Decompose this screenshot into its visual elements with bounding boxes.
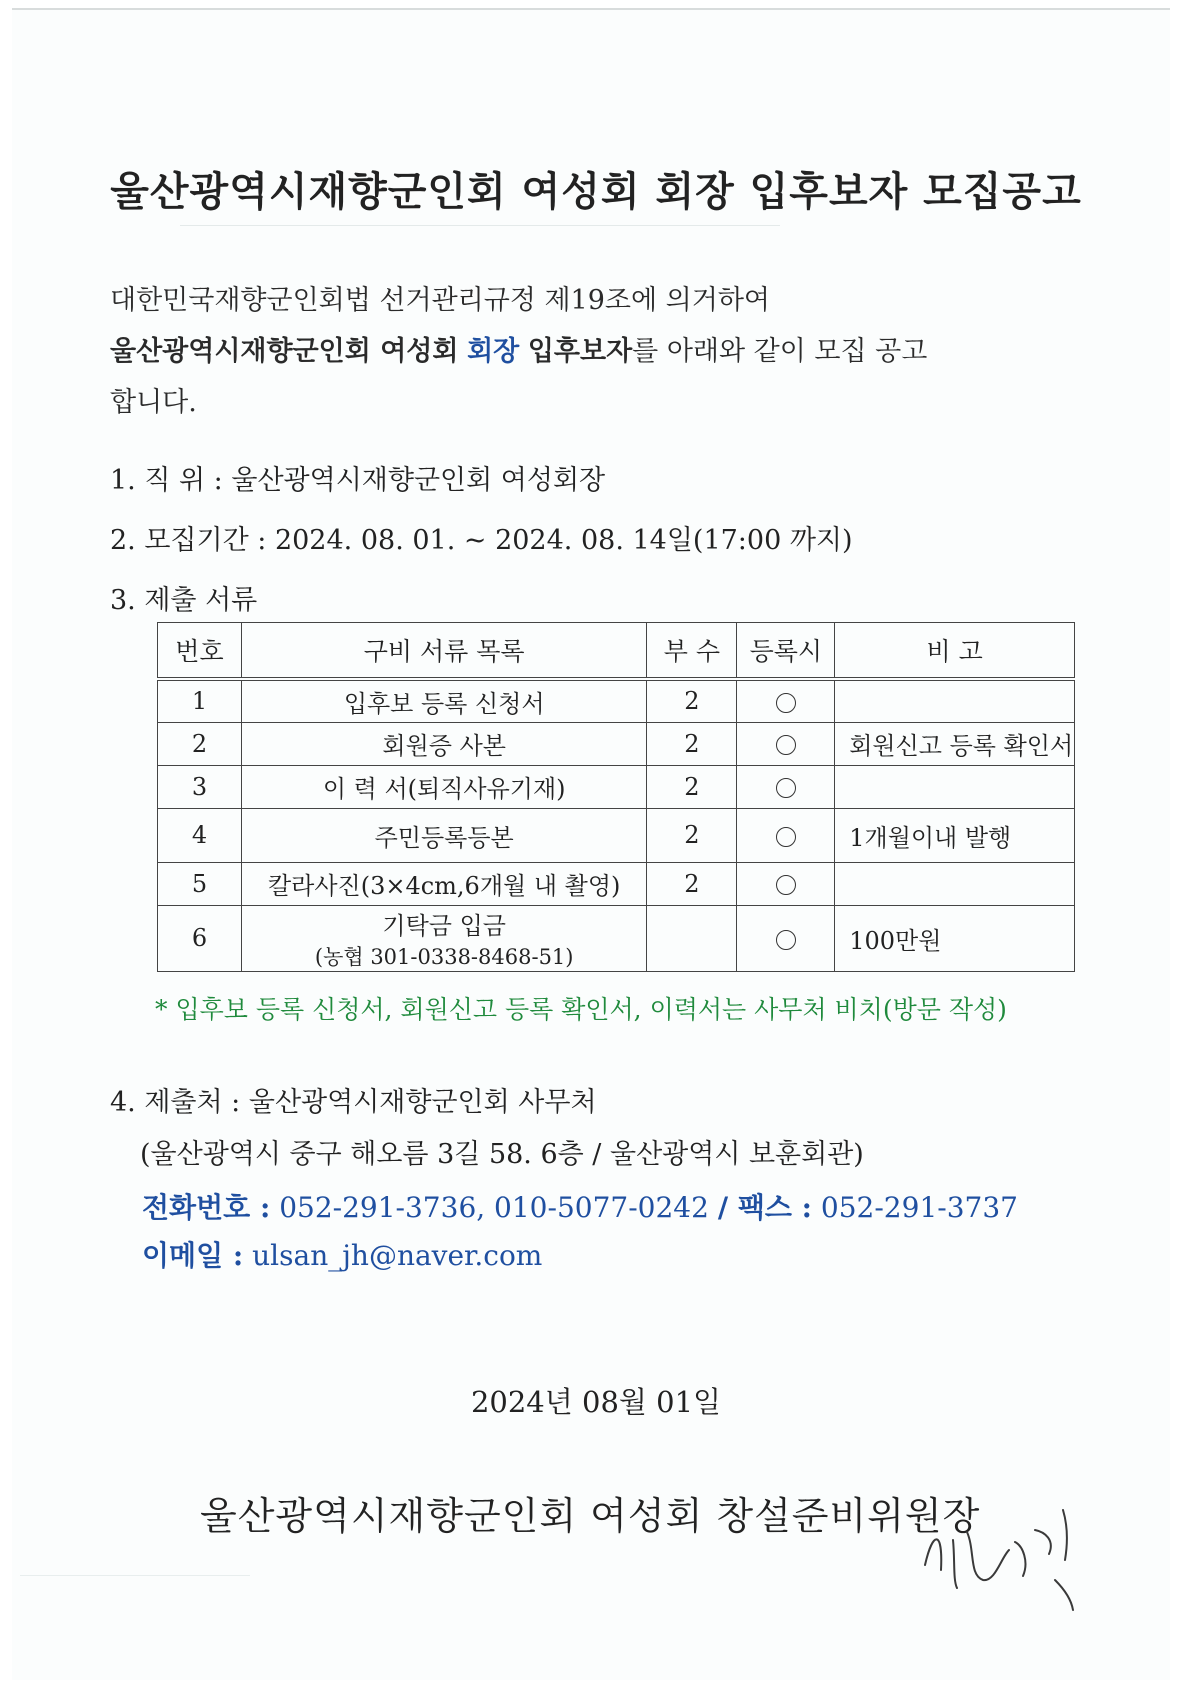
row-mark bbox=[737, 765, 835, 808]
row-no: 2 bbox=[158, 722, 242, 765]
circle-mark-icon bbox=[776, 693, 796, 713]
row-doc: 입후보 등록 신청서 bbox=[241, 679, 647, 722]
item-period bbox=[110, 518, 853, 557]
table-row bbox=[158, 862, 1075, 905]
row-doc bbox=[241, 905, 647, 971]
row-mark bbox=[737, 862, 835, 905]
submit-label: 4. 제출처 : bbox=[110, 1087, 241, 1118]
item-period-label: 2. 모집기간 : bbox=[110, 525, 267, 556]
row-doc: 이 력 서(퇴직사유기재) bbox=[241, 765, 647, 808]
row-note: 100만원 bbox=[835, 905, 1075, 971]
row-no: 6 bbox=[158, 905, 242, 971]
row-copies: 2 bbox=[647, 722, 737, 765]
title-divider bbox=[180, 225, 780, 226]
phone-label: 전화번호 : bbox=[142, 1191, 271, 1224]
intro-candidate: 입후보자 bbox=[527, 336, 633, 367]
table-header-row bbox=[158, 623, 1075, 680]
footnote: * 입후보 등록 신청서, 회원신고 등록 확인서, 이력서는 사무처 비치(방문 작성) bbox=[155, 995, 1007, 1024]
circle-mark-icon bbox=[776, 875, 796, 895]
signer-title: 울산광역시재향군인회 여성회 창설준비위원장 bbox=[200, 1494, 981, 1538]
announcement-date: 2024년 08월 01일 bbox=[470, 1385, 722, 1419]
item-position bbox=[110, 458, 605, 497]
row-copies: 2 bbox=[647, 862, 737, 905]
row-note: 1개월이내 발행 bbox=[835, 808, 1075, 862]
faint-divider bbox=[20, 1575, 250, 1576]
item-documents bbox=[110, 578, 257, 617]
header-note: 비 고 bbox=[835, 623, 1075, 680]
table-row bbox=[158, 905, 1075, 971]
item-period-value: 2024. 08. 01. ~ 2024. 08. 14일(17:00 까지) bbox=[274, 525, 853, 556]
documents-table bbox=[157, 622, 1075, 972]
circle-mark-icon bbox=[776, 778, 796, 798]
email-label: 이메일 : bbox=[142, 1239, 244, 1272]
intro-line-1: 대한민국재향군인회법 선거관리규정 제19조에 의거하여 bbox=[110, 285, 770, 316]
row-copies bbox=[647, 905, 737, 971]
contact-phone-line bbox=[142, 1186, 1018, 1226]
table-row bbox=[158, 679, 1075, 722]
row-mark bbox=[737, 679, 835, 722]
row-no: 5 bbox=[158, 862, 242, 905]
page-title: 울산광역시재향군인회 여성회 회장 입후보자 모집공고 bbox=[110, 168, 1082, 215]
row-mark bbox=[737, 722, 835, 765]
row-copies: 2 bbox=[647, 808, 737, 862]
handwritten-signature-icon bbox=[905, 1470, 1085, 1620]
row-no: 4 bbox=[158, 808, 242, 862]
phone-value: 052-291-3736, 010-5077-0242 bbox=[279, 1191, 709, 1224]
circle-mark-icon bbox=[776, 827, 796, 847]
row-no: 1 bbox=[158, 679, 242, 722]
intro-rest: 를 아래와 같이 모집 공고 bbox=[632, 336, 928, 367]
intro-line-2 bbox=[110, 326, 1070, 377]
row-note bbox=[835, 862, 1075, 905]
row-doc: 회원증 사본 bbox=[241, 722, 647, 765]
intro-org: 울산광역시재향군인회 여성회 bbox=[110, 336, 459, 367]
header-list: 구비 서류 목록 bbox=[241, 623, 647, 680]
header-no: 번호 bbox=[158, 623, 242, 680]
fax-label: / 팩스 : bbox=[717, 1191, 812, 1224]
row-doc: 칼라사진(3×4cm,6개월 내 촬영) bbox=[241, 862, 647, 905]
row-doc: 주민등록등본 bbox=[241, 808, 647, 862]
row-doc-sub: (농협 301-0338-8468-51) bbox=[314, 944, 574, 969]
row-doc-main: 기탁금 입금 bbox=[382, 911, 506, 940]
item-position-label: 1. 직 위 : bbox=[110, 465, 223, 496]
row-copies: 2 bbox=[647, 765, 737, 808]
table-row bbox=[158, 808, 1075, 862]
item-documents-label: 3. 제출 서류 bbox=[110, 585, 258, 616]
table-row bbox=[158, 765, 1075, 808]
item-position-value: 울산광역시재향군인회 여성회장 bbox=[231, 465, 606, 496]
header-register: 등록시 bbox=[737, 623, 835, 680]
intro-paragraph bbox=[110, 275, 1070, 428]
intro-line-3: 합니다. bbox=[110, 387, 197, 418]
item-submit bbox=[110, 1080, 597, 1119]
email-value: ulsan_jh@naver.com bbox=[252, 1239, 543, 1272]
fax-value: 052-291-3737 bbox=[820, 1191, 1018, 1224]
submit-value: 울산광역시재향군인회 사무처 bbox=[248, 1087, 597, 1118]
intro-role: 회장 bbox=[467, 336, 520, 367]
row-note bbox=[835, 765, 1075, 808]
row-no: 3 bbox=[158, 765, 242, 808]
row-mark bbox=[737, 905, 835, 971]
table-row bbox=[158, 722, 1075, 765]
row-copies: 2 bbox=[647, 679, 737, 722]
row-note bbox=[835, 679, 1075, 722]
circle-mark-icon bbox=[776, 735, 796, 755]
circle-mark-icon bbox=[776, 930, 796, 950]
header-copies: 부 수 bbox=[647, 623, 737, 680]
row-note: 회원신고 등록 확인서 bbox=[835, 722, 1075, 765]
submit-address: (울산광역시 중구 해오름 3길 58. 6층 / 울산광역시 보훈회관) bbox=[140, 1139, 864, 1170]
contact-email-line bbox=[142, 1234, 542, 1274]
row-mark bbox=[737, 808, 835, 862]
